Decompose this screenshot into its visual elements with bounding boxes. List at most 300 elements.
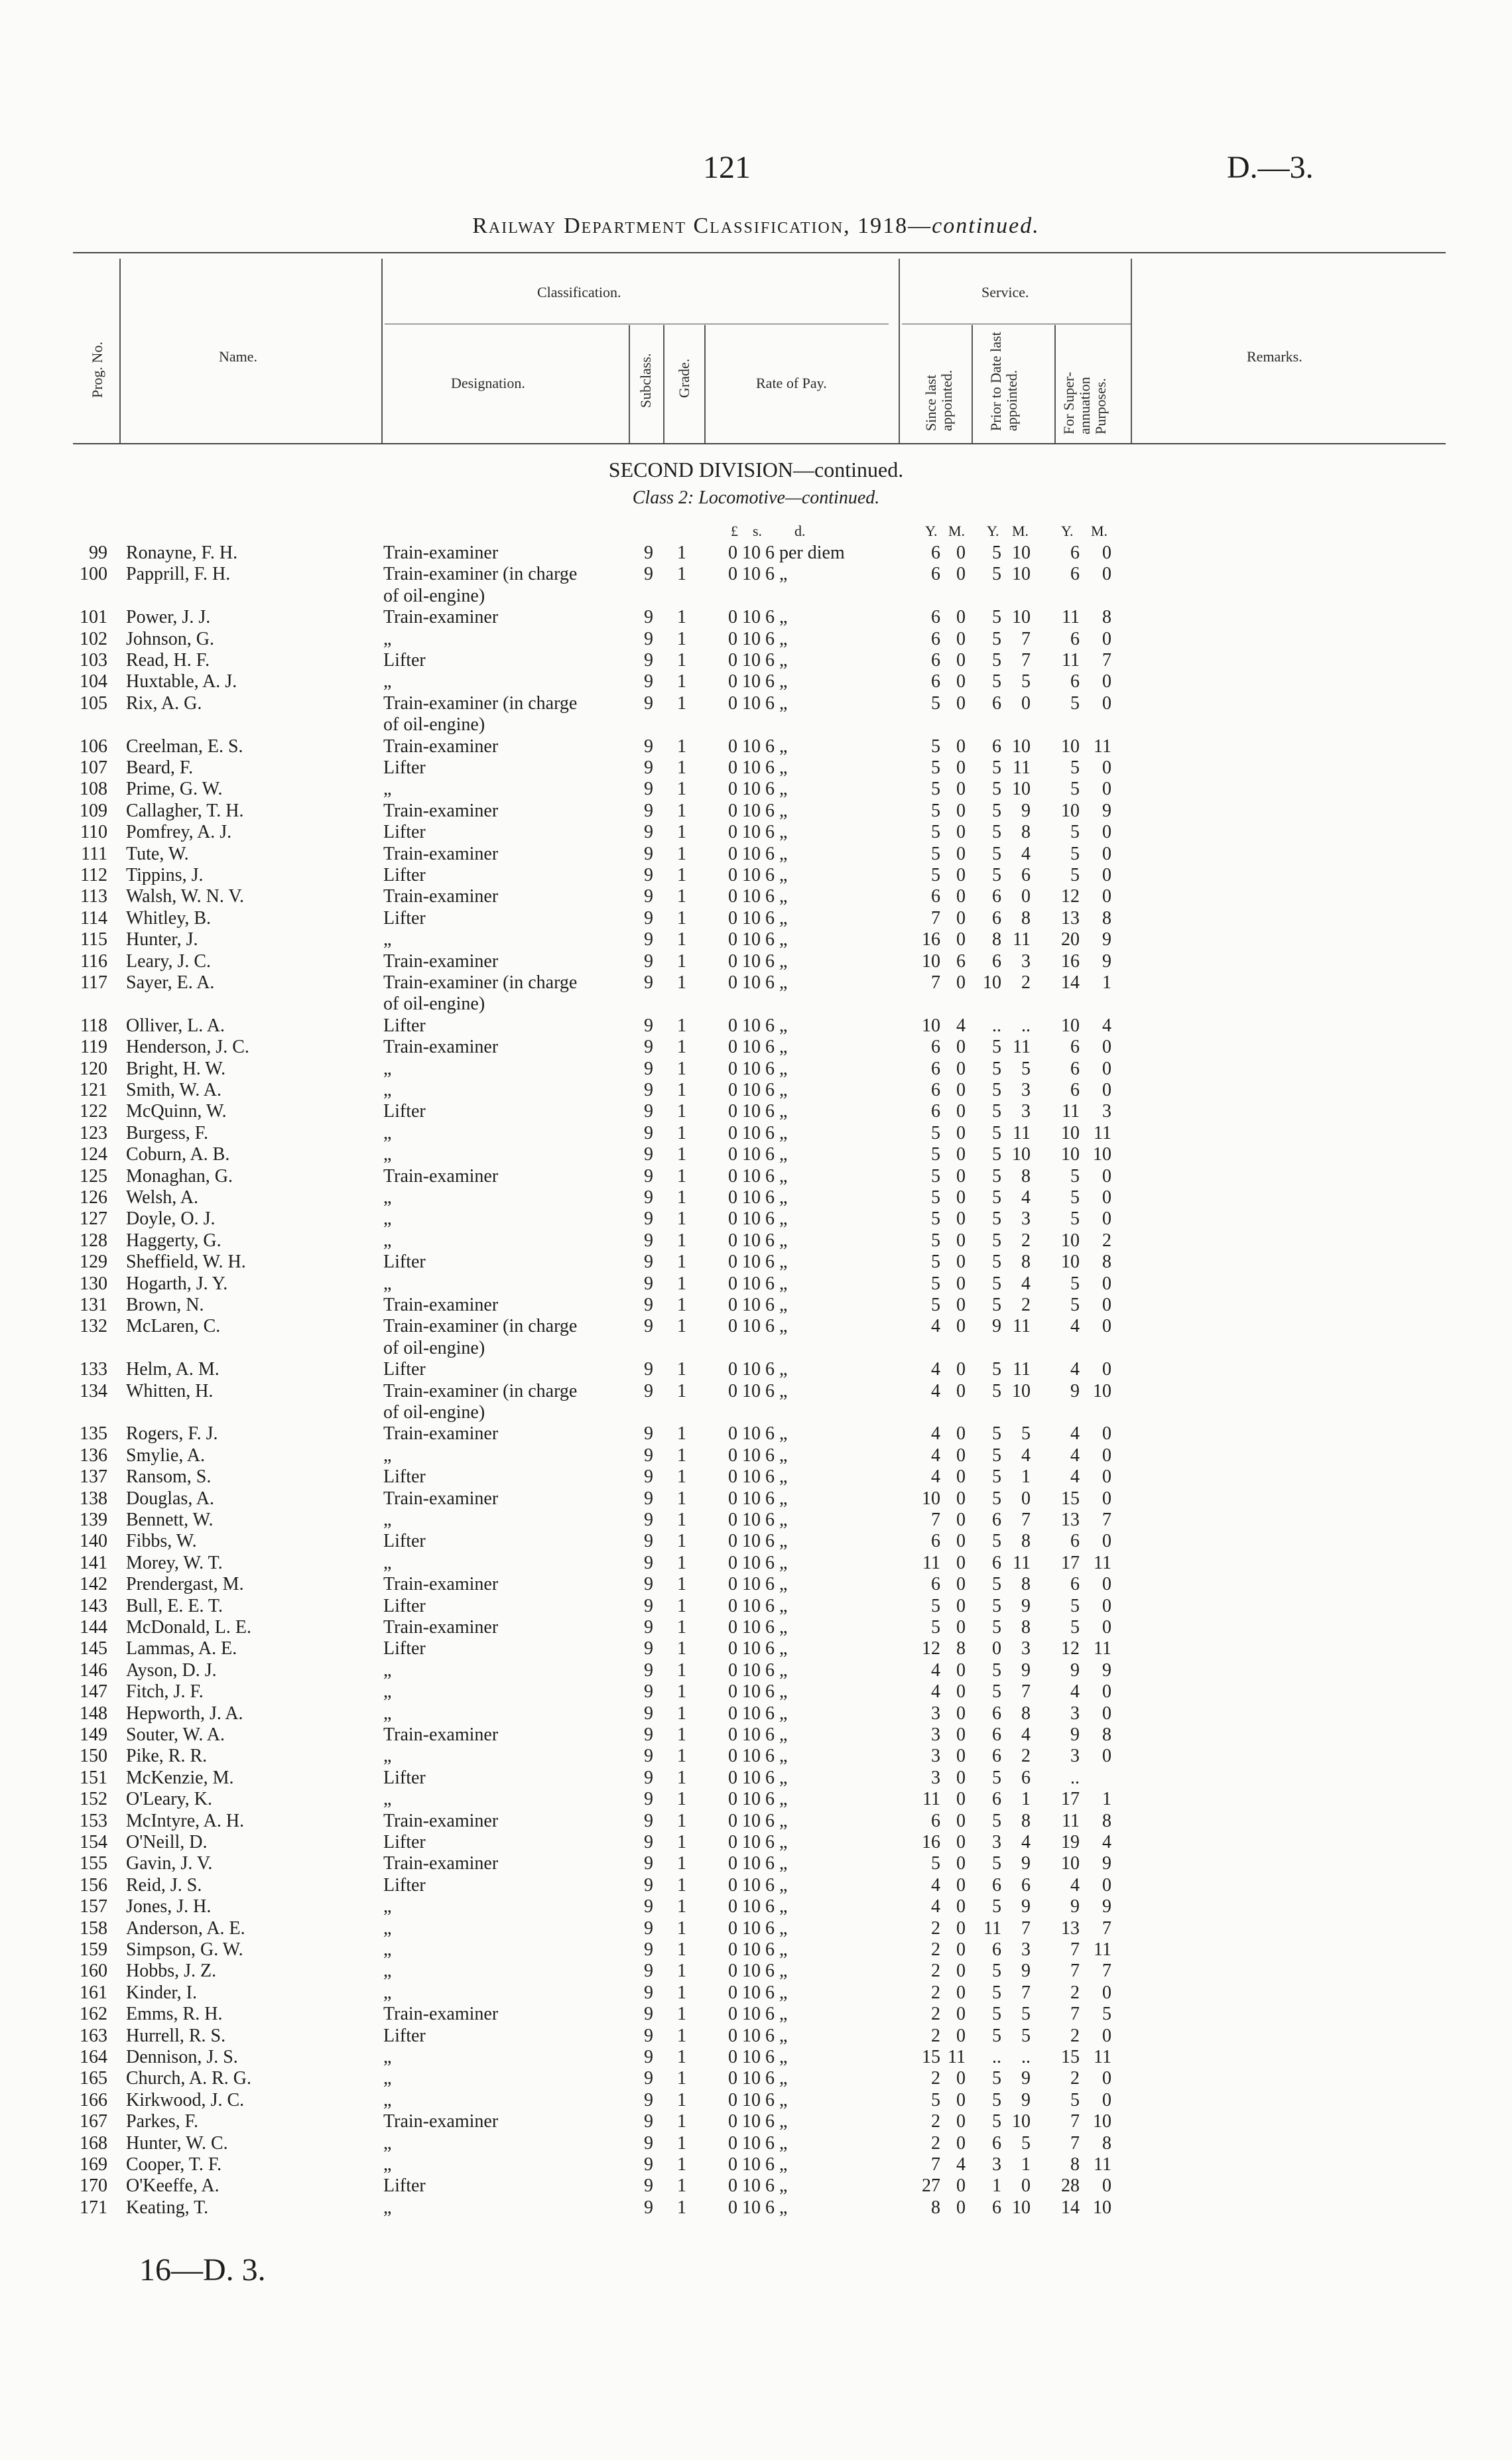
cell-pr-y: 3 xyxy=(992,1832,1001,1852)
cell-pr-m: 11 xyxy=(1013,929,1031,950)
cell-rate: 0 10 6 „ xyxy=(728,650,788,671)
col-divider xyxy=(381,259,383,443)
cell-grade: 1 xyxy=(677,2047,686,2067)
cell-su-m: 0 xyxy=(1102,1703,1111,1724)
cell-sl-y: 3 xyxy=(931,1724,940,1745)
cell-grade: 1 xyxy=(677,1767,686,1788)
cell-grade: 1 xyxy=(677,1037,686,1058)
cell-su-y: 7 xyxy=(1070,2004,1080,2025)
cell-rate: 0 10 6 „ xyxy=(728,822,788,843)
cell-sl-y: 2 xyxy=(931,2132,940,2154)
cell-su-m: 0 xyxy=(1102,692,1111,714)
cell-rate: 0 10 6 „ xyxy=(728,1832,788,1852)
cell-designation: Train-examiner (in charge of oil-engine) xyxy=(383,1380,578,1423)
cell-pr-m: 11 xyxy=(1013,1552,1031,1573)
cell-pr-y: 5 xyxy=(992,1208,1001,1230)
cell-no: 125 xyxy=(80,1165,107,1187)
cell-sl-y: 7 xyxy=(931,907,940,929)
cell-pr-m: 11 xyxy=(1013,1122,1031,1143)
cell-sl-y: 6 xyxy=(931,1101,940,1122)
cell-grade: 1 xyxy=(677,2068,686,2089)
cell-name: Lammas, A. E. xyxy=(126,1638,237,1659)
cell-su-y: 4 xyxy=(1070,1316,1080,1337)
cell-sub: 9 xyxy=(644,1789,653,1810)
cell-designation: „ xyxy=(383,2068,392,2089)
cell-no: 154 xyxy=(80,1832,107,1852)
cell-rate: 0 10 6 „ xyxy=(728,1681,788,1703)
cell-rate: 0 10 6 „ xyxy=(728,1767,788,1788)
cell-name: Hunter, W. C. xyxy=(126,2132,228,2154)
cell-pr-m: 2 xyxy=(1021,1746,1031,1767)
cell-designation: Train-examiner xyxy=(383,950,499,972)
cell-su-m: 0 xyxy=(1102,2025,1111,2046)
cell-designation: Train-examiner xyxy=(383,1488,499,1509)
cell-su-m: 0 xyxy=(1102,865,1111,885)
cell-su-y: 19 xyxy=(1061,1832,1080,1852)
cell-sl-m: 0 xyxy=(956,1767,966,1788)
cell-sub: 9 xyxy=(644,929,653,950)
cell-grade: 1 xyxy=(677,843,686,864)
cell-sl-m: 0 xyxy=(956,1939,966,1960)
cell-designation: „ xyxy=(383,1510,392,1530)
cell-pr-m: 11 xyxy=(1013,1359,1031,1380)
cell-pr-y: 6 xyxy=(992,2132,1001,2154)
cell-su-m: 3 xyxy=(1102,1101,1111,1122)
cell-sl-y: 6 xyxy=(931,1810,940,1831)
cell-rate: 0 10 6 „ xyxy=(728,950,788,972)
cell-no: 156 xyxy=(80,1874,107,1896)
cell-rate: 0 10 6 „ xyxy=(728,929,788,950)
cell-pr-y: 5 xyxy=(992,671,1001,692)
cell-pr-y: 6 xyxy=(992,2197,1001,2218)
cell-designation: Train-examiner xyxy=(383,607,499,628)
cell-su-m: 2 xyxy=(1102,1230,1111,1251)
cell-designation: Lifter xyxy=(383,1359,426,1380)
cell-su-y: 12 xyxy=(1061,886,1080,907)
cell-pr-m: 0 xyxy=(1021,1488,1031,1509)
cell-rate: 0 10 6 „ xyxy=(728,1359,788,1380)
cell-name: Kirkwood, J. C. xyxy=(126,2089,245,2110)
cell-su-m: 8 xyxy=(1102,2132,1111,2154)
cell-grade: 1 xyxy=(677,1316,686,1337)
cell-designation: „ xyxy=(383,1187,392,1208)
cell-designation: „ xyxy=(383,1122,392,1143)
cell-sl-m: 4 xyxy=(956,1015,966,1036)
cell-grade: 1 xyxy=(677,1681,686,1703)
cell-pr-m: 11 xyxy=(1013,757,1031,778)
cell-no: 140 xyxy=(80,1531,107,1552)
cell-su-y: 7 xyxy=(1070,1961,1080,1982)
cell-su-y: 6 xyxy=(1070,1037,1080,1058)
cell-grade: 1 xyxy=(677,1939,686,1960)
cell-sl-m: 0 xyxy=(956,1144,966,1165)
cell-sl-m: 0 xyxy=(956,1252,966,1273)
cell-su-y: 5 xyxy=(1070,1208,1080,1230)
cell-name: McQuinn, W. xyxy=(126,1101,227,1122)
cell-su-m: 4 xyxy=(1102,1832,1111,1852)
cell-pr-m: 0 xyxy=(1021,692,1031,714)
cell-name: Fitch, J. F. xyxy=(126,1681,204,1703)
cell-name: Rogers, F. J. xyxy=(126,1423,218,1445)
cell-su-y: 4 xyxy=(1070,1681,1080,1703)
cell-sl-m: 0 xyxy=(956,2025,966,2046)
cell-designation: „ xyxy=(383,1746,392,1767)
cell-rate: 0 10 6 „ xyxy=(728,1273,788,1294)
cell-su-y: 6 xyxy=(1070,628,1080,649)
cell-sl-m: 8 xyxy=(956,1638,966,1659)
cell-su-y: 4 xyxy=(1070,1423,1080,1445)
unit-year: Y. xyxy=(1061,523,1074,539)
cell-grade: 1 xyxy=(677,543,686,563)
cell-su-m: 0 xyxy=(1102,1617,1111,1638)
cell-sub: 9 xyxy=(644,1230,653,1251)
cell-sub: 9 xyxy=(644,1961,653,1982)
cell-grade: 1 xyxy=(677,736,686,757)
cell-sl-y: 5 xyxy=(931,800,940,821)
cell-sub: 9 xyxy=(644,1767,653,1788)
cell-no: 157 xyxy=(80,1896,107,1917)
cell-grade: 1 xyxy=(677,671,686,692)
cell-sub: 9 xyxy=(644,1359,653,1380)
cell-sl-y: 5 xyxy=(931,1144,940,1165)
cell-no: 130 xyxy=(80,1273,107,1294)
cell-grade: 1 xyxy=(677,1961,686,1982)
cell-designation: Lifter xyxy=(383,1874,426,1896)
cell-designation: „ xyxy=(383,1659,392,1681)
cell-name: Hunter, J. xyxy=(126,929,198,950)
cell-grade: 1 xyxy=(677,2175,686,2197)
cell-pr-y: 5 xyxy=(992,800,1001,821)
cell-sl-m: 0 xyxy=(956,757,966,778)
cell-pr-y: 5 xyxy=(992,1380,1001,1401)
cell-su-m: 9 xyxy=(1102,929,1111,950)
cell-no: 111 xyxy=(81,843,107,864)
cell-pr-y: 5 xyxy=(992,1853,1001,1874)
cell-no: 107 xyxy=(80,757,107,778)
cell-grade: 1 xyxy=(677,865,686,885)
cell-su-y: 10 xyxy=(1061,1853,1080,1874)
cell-sub: 9 xyxy=(644,1101,653,1122)
cell-no: 115 xyxy=(80,929,107,950)
col-divider xyxy=(704,325,706,443)
section-title: SECOND DIVISION—continued. xyxy=(608,458,904,482)
cell-sl-m: 0 xyxy=(956,1058,966,1079)
cell-rate: 0 10 6 „ xyxy=(728,1659,788,1681)
cell-no: 116 xyxy=(80,950,107,972)
cell-grade: 1 xyxy=(677,972,686,993)
cell-su-m: 0 xyxy=(1102,1874,1111,1896)
cell-su-m: 0 xyxy=(1102,1273,1111,1294)
col-divider xyxy=(899,259,900,443)
cell-pr-y: 5 xyxy=(992,650,1001,671)
cell-name: Ayson, D. J. xyxy=(126,1659,217,1681)
cell-pr-y: 5 xyxy=(992,2111,1001,2132)
cell-rate: 0 10 6 „ xyxy=(728,886,788,907)
cell-name: Parkes, F. xyxy=(126,2111,198,2132)
cell-name: Henderson, J. C. xyxy=(126,1037,249,1058)
cell-su-y: 17 xyxy=(1061,1552,1080,1573)
cell-su-m: 10 xyxy=(1093,1144,1111,1165)
cell-pr-m: 8 xyxy=(1021,1810,1031,1831)
cell-su-y: 6 xyxy=(1070,1531,1080,1552)
cell-pr-m: 7 xyxy=(1021,1681,1031,1703)
cell-su-m: 0 xyxy=(1102,1423,1111,1445)
cell-pr-m: 3 xyxy=(1021,1101,1031,1122)
cell-su-y: 12 xyxy=(1061,1638,1080,1659)
cell-pr-m: 0 xyxy=(1021,2175,1031,2197)
cell-su-y: 7 xyxy=(1070,2132,1080,2154)
cell-su-m: 0 xyxy=(1102,757,1111,778)
cell-sl-m: 0 xyxy=(956,1466,966,1488)
cell-su-y: 11 xyxy=(1062,1810,1080,1831)
document-title-main: Railway Department Classification, 1918— xyxy=(472,214,932,238)
cell-rate: 0 10 6 „ xyxy=(728,2047,788,2067)
cell-su-y: 5 xyxy=(1070,692,1080,714)
cell-pr-y: 5 xyxy=(992,1896,1001,1917)
cell-no: 165 xyxy=(80,2068,107,2089)
cell-pr-y: 6 xyxy=(992,1703,1001,1724)
cell-sub: 9 xyxy=(644,1037,653,1058)
cell-rate: 0 10 6 „ xyxy=(728,1810,788,1831)
cell-sl-m: 0 xyxy=(956,1961,966,1982)
cell-sub: 9 xyxy=(644,1058,653,1079)
cell-grade: 1 xyxy=(677,2154,686,2175)
cell-su-m: 1 xyxy=(1102,1789,1111,1810)
cell-sl-m: 0 xyxy=(956,1359,966,1380)
cell-sl-m: 6 xyxy=(956,950,966,972)
cell-rate: 0 10 6 „ xyxy=(728,1510,788,1530)
cell-sl-m: 0 xyxy=(956,1982,966,2003)
cell-name: Beard, F. xyxy=(126,757,194,778)
cell-sl-y: 5 xyxy=(931,1187,940,1208)
cell-sub: 9 xyxy=(644,628,653,649)
cell-rate: 0 10 6 „ xyxy=(728,1961,788,1982)
cell-su-y: 9 xyxy=(1070,1724,1080,1745)
cell-sl-m: 4 xyxy=(956,2154,966,2175)
cell-su-y: 15 xyxy=(1061,1488,1080,1509)
cell-pr-m: 4 xyxy=(1021,1187,1031,1208)
cell-sl-m: 0 xyxy=(956,779,966,800)
cell-su-y: 15 xyxy=(1061,2047,1080,2067)
cell-designation: „ xyxy=(383,628,392,649)
cell-name: Hepworth, J. A. xyxy=(126,1703,243,1724)
unit-shilling: s. xyxy=(753,523,763,539)
cell-pr-m: 11 xyxy=(1013,1316,1031,1337)
cell-sl-m: 0 xyxy=(956,2089,966,2110)
cell-sl-m: 0 xyxy=(956,1187,966,1208)
cell-su-y: 9 xyxy=(1070,1896,1080,1917)
cell-rate: 0 10 6 „ xyxy=(728,1122,788,1143)
cell-sl-y: 5 xyxy=(931,736,940,757)
cell-pr-y: 5 xyxy=(992,1101,1001,1122)
cell-pr-m: 2 xyxy=(1021,1230,1031,1251)
cell-designation: Train-examiner xyxy=(383,1617,499,1638)
cell-sub: 9 xyxy=(644,1703,653,1724)
cell-grade: 1 xyxy=(677,1832,686,1852)
cell-grade: 1 xyxy=(677,1015,686,1036)
cell-designation: Train-examiner xyxy=(383,843,499,864)
cell-rate: 0 10 6 „ xyxy=(728,1187,788,1208)
cell-name: Monaghan, G. xyxy=(126,1165,233,1187)
cell-sub: 9 xyxy=(644,1531,653,1552)
cell-designation: „ xyxy=(383,1273,392,1294)
cell-rate: 0 10 6 „ xyxy=(728,1015,788,1036)
cell-rate: 0 10 6 „ xyxy=(728,1488,788,1509)
cell-pr-y: 5 xyxy=(992,1488,1001,1509)
cell-su-m: 0 xyxy=(1102,564,1111,585)
cell-rate: 0 10 6 „ xyxy=(728,1939,788,1960)
cell-su-y: 10 xyxy=(1061,800,1080,821)
cell-name: Keating, T. xyxy=(126,2197,209,2218)
cell-pr-m: 4 xyxy=(1021,1724,1031,1745)
cell-su-y: 9 xyxy=(1070,1659,1080,1681)
cell-no: 118 xyxy=(80,1015,107,1036)
cell-su-y: 6 xyxy=(1070,564,1080,585)
cell-sl-m: 0 xyxy=(956,564,966,585)
cell-sl-y: 3 xyxy=(931,1767,940,1788)
header-superannuation: For Super-annuation Purposes. xyxy=(1060,371,1109,434)
cell-grade: 1 xyxy=(677,886,686,907)
cell-pr-y: 6 xyxy=(992,1939,1001,1960)
cell-sub: 9 xyxy=(644,757,653,778)
cell-su-m: 0 xyxy=(1102,822,1111,843)
cell-su-m: 8 xyxy=(1102,1252,1111,1273)
cell-grade: 1 xyxy=(677,2089,686,2110)
cell-pr-m: 4 xyxy=(1021,843,1031,864)
cell-name: Douglas, A. xyxy=(126,1488,214,1509)
cell-no: 112 xyxy=(80,865,107,885)
cell-pr-m: 3 xyxy=(1021,1939,1031,1960)
cell-designation: Train-examiner xyxy=(383,800,499,821)
cell-su-m: 0 xyxy=(1102,1488,1111,1509)
cell-sl-y: 12 xyxy=(922,1638,940,1659)
cell-pr-m: 5 xyxy=(1021,2025,1031,2046)
cell-sub: 9 xyxy=(644,1574,653,1595)
cell-name: Ransom, S. xyxy=(126,1466,212,1488)
cell-sl-m: 0 xyxy=(956,907,966,929)
cell-sub: 9 xyxy=(644,1252,653,1273)
header-subclass: Subclass. xyxy=(637,353,654,408)
cell-sl-m: 0 xyxy=(956,1445,966,1466)
cell-rate: 0 10 6 „ xyxy=(728,1445,788,1466)
cell-pr-y: 5 xyxy=(992,1144,1001,1165)
cell-su-m: 0 xyxy=(1102,1574,1111,1595)
cell-sl-y: 5 xyxy=(931,1165,940,1187)
cell-grade: 1 xyxy=(677,1874,686,1896)
cell-sub: 9 xyxy=(644,1595,653,1616)
cell-rate: 0 10 6 „ xyxy=(728,2068,788,2089)
cell-pr-y: 5 xyxy=(992,1767,1001,1788)
cell-pr-m: 8 xyxy=(1021,1531,1031,1552)
cell-su-y: 11 xyxy=(1062,1101,1080,1122)
cell-pr-m: 5 xyxy=(1021,2132,1031,2154)
cell-sl-y: 7 xyxy=(931,2154,940,2175)
cell-sl-y: 4 xyxy=(931,1874,940,1896)
cell-sl-m: 0 xyxy=(956,628,966,649)
cell-su-y: 20 xyxy=(1061,929,1080,950)
cell-su-m: 7 xyxy=(1102,1961,1111,1982)
header-top-rule xyxy=(73,252,1446,253)
cell-pr-m: 9 xyxy=(1021,1595,1031,1616)
cell-sl-y: 8 xyxy=(931,2197,940,2218)
cell-sub: 9 xyxy=(644,607,653,628)
cell-pr-m: 8 xyxy=(1021,1703,1031,1724)
cell-su-y: 2 xyxy=(1070,2068,1080,2089)
cell-designation: „ xyxy=(383,1703,392,1724)
cell-rate: 0 10 6 per diem xyxy=(728,543,845,563)
cell-sub: 9 xyxy=(644,1659,653,1681)
cell-pr-m: 9 xyxy=(1021,1896,1031,1917)
cell-name: Dennison, J. S. xyxy=(126,2047,238,2067)
cell-su-y: 4 xyxy=(1070,1445,1080,1466)
cell-no: 122 xyxy=(80,1101,107,1122)
cell-sl-y: 4 xyxy=(931,1896,940,1917)
cell-su-m: 0 xyxy=(1102,1295,1111,1315)
cell-no: 127 xyxy=(80,1208,107,1230)
cell-su-m: 11 xyxy=(1094,2047,1111,2067)
cell-sub: 9 xyxy=(644,1874,653,1896)
cell-name: Whitten, H. xyxy=(126,1380,214,1401)
cell-pr-m: 7 xyxy=(1021,1917,1031,1939)
cell-su-m: 10 xyxy=(1093,2197,1111,2218)
cell-su-y: 6 xyxy=(1070,1080,1080,1100)
cell-grade: 1 xyxy=(677,692,686,714)
cell-sub: 9 xyxy=(644,2004,653,2025)
cell-designation: „ xyxy=(383,2154,392,2175)
cell-rate: 0 10 6 „ xyxy=(728,1917,788,1939)
cell-pr-m: 10 xyxy=(1012,1380,1031,1401)
cell-sub: 9 xyxy=(644,1187,653,1208)
cell-sl-y: 5 xyxy=(931,1122,940,1143)
cell-sl-y: 6 xyxy=(931,671,940,692)
page-number: 121 xyxy=(703,150,751,185)
cell-no: 134 xyxy=(80,1380,107,1401)
cell-pr-y: 6 xyxy=(992,736,1001,757)
cell-rate: 0 10 6 „ xyxy=(728,671,788,692)
cell-su-m: 8 xyxy=(1102,607,1111,628)
cell-sub: 9 xyxy=(644,1552,653,1573)
cell-sl-m: 0 xyxy=(956,2132,966,2154)
cell-no: 155 xyxy=(80,1853,107,1874)
cell-no: 109 xyxy=(80,800,107,821)
cell-su-m: 10 xyxy=(1093,1380,1111,1401)
document-title-suffix: continued. xyxy=(932,214,1040,238)
unit-year: Y. xyxy=(925,523,938,539)
cell-su-y: 2 xyxy=(1070,1982,1080,2003)
cell-sl-m: 0 xyxy=(956,886,966,907)
cell-designation: Train-examiner xyxy=(383,1810,499,1831)
cell-rate: 0 10 6 „ xyxy=(728,1574,788,1595)
cell-pr-m: 7 xyxy=(1021,1982,1031,2003)
cell-sl-y: 4 xyxy=(931,1316,940,1337)
cell-pr-y: 5 xyxy=(992,2004,1001,2025)
cell-pr-m: 1 xyxy=(1021,1466,1031,1488)
cell-sl-y: 5 xyxy=(931,757,940,778)
cell-grade: 1 xyxy=(677,1703,686,1724)
cell-sl-y: 16 xyxy=(922,1832,940,1852)
cell-sub: 9 xyxy=(644,671,653,692)
cell-pr-m: 6 xyxy=(1021,1767,1031,1788)
cell-designation: „ xyxy=(383,1144,392,1165)
cell-no: 132 xyxy=(80,1316,107,1337)
cell-su-m: 0 xyxy=(1102,1445,1111,1466)
cell-no: 158 xyxy=(80,1917,107,1939)
header-grade: Grade. xyxy=(676,358,692,398)
cell-pr-m: 8 xyxy=(1021,1574,1031,1595)
cell-sl-y: 6 xyxy=(931,886,940,907)
cell-sl-m: 0 xyxy=(956,1724,966,1745)
cell-sl-y: 5 xyxy=(931,779,940,800)
